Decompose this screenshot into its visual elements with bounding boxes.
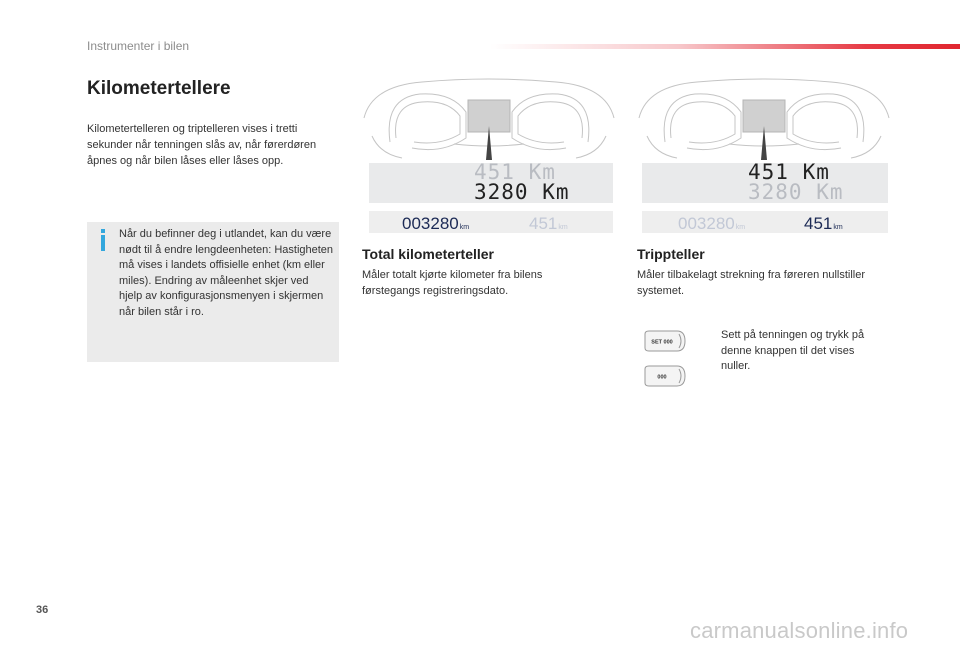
strip-trip-total-value: 451	[529, 214, 558, 233]
header-accent-bar	[490, 44, 960, 49]
total-odometer-description: Måler totalt kjørte kilometer fra bilens førstegangs registreringsdato.	[362, 269, 543, 297]
set-000-button-illustration	[643, 330, 687, 352]
watermark: carmanualsonline.info	[690, 618, 909, 643]
strip-odo-total	[402, 215, 469, 236]
000-button-illustration	[643, 365, 687, 387]
trip-meter-heading: Trippteller	[637, 246, 705, 262]
strip-odo-trip	[678, 215, 745, 236]
trip-meter-description: Måler tilbakelagt strekning fra føreren nullstiller systemet.	[637, 269, 866, 297]
trip-reset-instruction	[701, 328, 879, 375]
lcd-trip-value-total: 451 Km	[474, 160, 556, 184]
header-title: Instrumenter i bilen	[87, 39, 190, 53]
lcd-odo-value-trip: 3280 Km	[748, 180, 844, 204]
strip-trip-total	[529, 215, 568, 236]
trip-reset-instruction-text: Sett på tenningen og trykk på denne knappen til det vises nuller.	[721, 329, 865, 372]
lcd-trip-value-trip: 451 Km	[748, 160, 830, 184]
strip-odo-total-unit: km	[459, 224, 470, 231]
instrument-cluster-illustration-total	[362, 78, 616, 160]
strip-trip-trip	[804, 215, 843, 236]
strip-trip-trip-value: 451	[804, 214, 833, 233]
instrument-cluster-illustration-trip	[637, 78, 891, 160]
info-icon	[98, 229, 108, 251]
info-box-text: Når du befinner deg i utlandet, kan du være nødt til å endre lengdeenheten: Hastigheten må vises i landets offisielle enhet (km eller miles). Endring av måleenhet skjer ved hjelp av konfigurasjonsmenyen i skjermen når bilen står i ro.	[119, 228, 334, 318]
page-number: 36	[36, 604, 49, 616]
section-title: Kilometertellere	[87, 78, 231, 99]
strip-odo-trip-value: 003280	[678, 214, 735, 233]
strip-odo-trip-unit: km	[735, 224, 746, 231]
intro-paragraph: Kilometertelleren og triptelleren vises i tretti sekunder når tenningen slås av, når førerdøren åpnes og når bilen låses eller låses opp.	[87, 123, 317, 167]
total-odometer-heading: Total kilometerteller	[362, 246, 495, 262]
strip-odo-total-value: 003280	[402, 214, 459, 233]
strip-trip-trip-unit: km	[833, 224, 843, 231]
000-label: 000	[657, 374, 667, 381]
strip-trip-total-unit: km	[558, 224, 568, 231]
set-000-label: SET 000	[651, 339, 673, 346]
lcd-odo-value-total: 3280 Km	[474, 180, 570, 204]
